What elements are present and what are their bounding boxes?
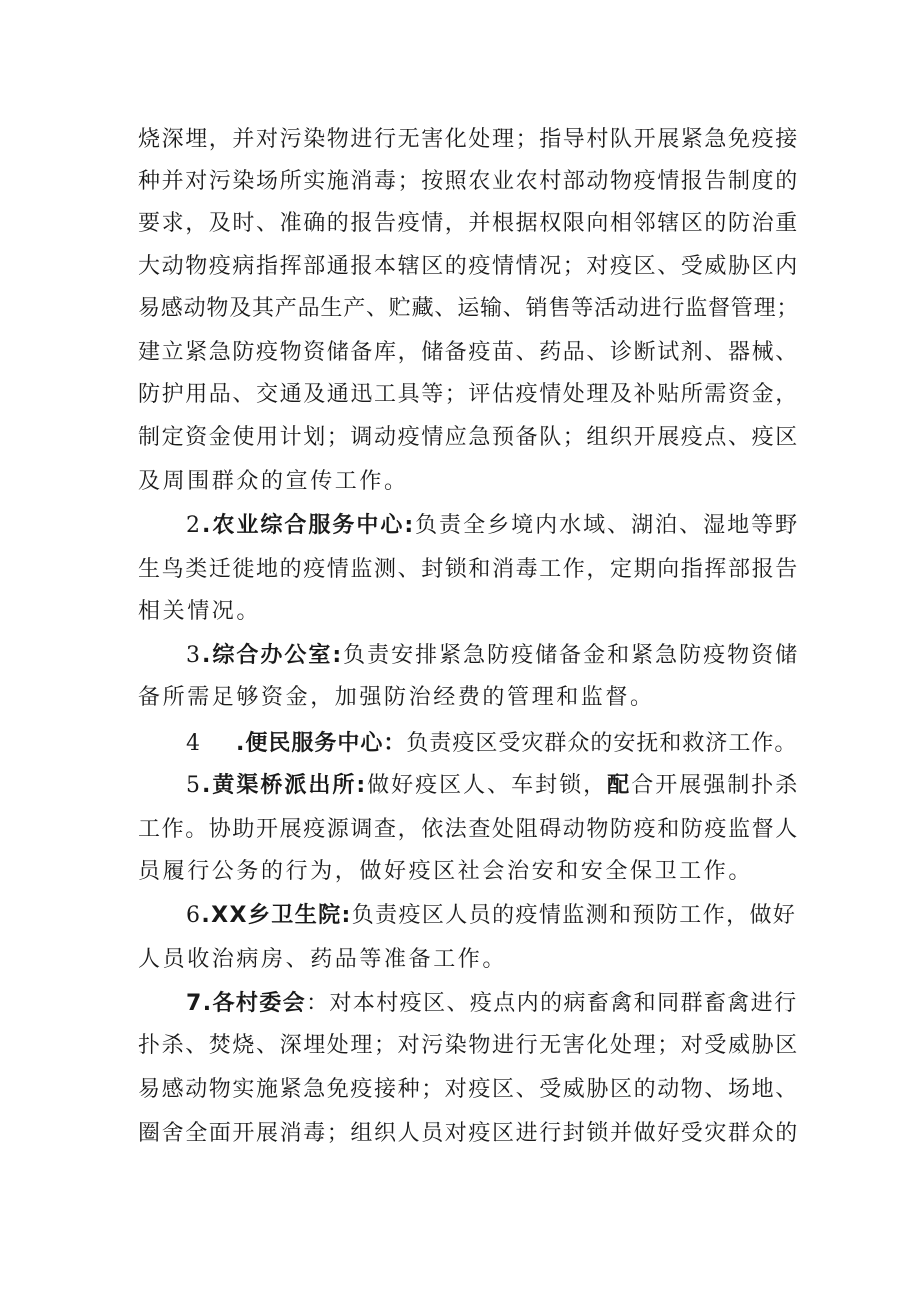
text-line: 要求，及时、准确的报告疫情，并根据权限向相邻辖区的防治重: [138, 211, 799, 236]
list-item-general-office: [186, 641, 798, 671]
item-heading: .农业综合服务中心:: [202, 513, 416, 538]
item-number: 4: [186, 731, 201, 756]
item-heading: .便民服务中心：: [236, 731, 407, 756]
item-number: 3: [186, 643, 202, 668]
text-line: 建立紧急防疫物资储备库，储备疫苗、药品、诊断试剂、器械、: [138, 340, 799, 365]
list-item-service-center: [186, 729, 798, 759]
item-text: 负责安排紧急防疫储备金和紧急防疫物资储: [343, 643, 800, 668]
list-item-police-station: [186, 771, 798, 801]
list-item-agri-center: [186, 511, 798, 541]
text-line: 工作。协助开展疫源调查，依法查处阻碍动物防疫和防疫监督人: [138, 817, 799, 842]
text-line: 种并对污染场所实施消毒；按照农业农村部动物疫情报告制度的: [138, 169, 799, 194]
text-line: 大动物疫病指挥部通报本辖区的疫情情况；对疫区、受威胁区内: [138, 254, 799, 279]
text-line: 防护用品、交通及通迅工具等；评估疫情处理及补贴所需资金，: [138, 382, 799, 407]
item-text: 做好疫区人、车封锁，: [367, 773, 608, 798]
item-heading: .综合办公室:: [202, 643, 344, 668]
text-line: 及周围群众的宣传工作。: [138, 469, 409, 494]
item-number: 2: [186, 513, 202, 538]
item-text: ：对本村疫区、疫点内的病畜禽和同群畜禽进行: [306, 991, 798, 1016]
item-number: 6: [186, 903, 202, 928]
item-text: 负责疫区受灾群众的安抚和救济工作。: [406, 731, 798, 756]
text-line: 相关情况。: [138, 599, 262, 624]
text-line: 易感动物及其产品生产、贮藏、运输、销售等活动进行监督管理；: [138, 296, 800, 321]
text-line: 人员收治病房、药品等准备工作。: [138, 947, 508, 972]
text-line: 制定资金使用计划；调动疫情应急预备队；组织开展疫点、疫区: [138, 425, 799, 450]
text-line: 烧深埋，并对污染物进行无害化处理；指导村队开展紧急免疫接: [138, 127, 799, 152]
text-line: 易感动物实施紧急免疫接种；对疫区、受威胁区的动物、场地、: [138, 1077, 799, 1102]
item-text-bold: 配: [607, 773, 632, 798]
text-line: 备所需足够资金，加强防治经费的管理和监督。: [138, 685, 655, 710]
item-text: 合开展强制扑杀: [631, 773, 800, 798]
item-heading: 各村委会: [212, 991, 307, 1016]
text-line: 生鸟类迁徙地的疫情监测、封锁和消毒工作，定期向指挥部报告: [138, 557, 799, 582]
item-number: 7.: [186, 991, 213, 1016]
text-line: 扑杀、焚烧、深埋处理；对污染物进行无害化处理；对受威胁区: [138, 1033, 799, 1058]
list-item-village-committees: [186, 989, 798, 1019]
text-line: 员履行公务的行为，做好疫区社会治安和安全保卫工作。: [138, 859, 754, 884]
item-text: 负责疫区人员的疫情监测和预防工作，做好: [351, 903, 797, 928]
text-line: 圈舍全面开展消毒；组织人员对疫区进行封锁并做好受灾群众的: [138, 1121, 799, 1146]
list-item-health-center: [186, 901, 798, 931]
item-number: 5: [186, 773, 202, 798]
item-text: 负责全乡境内水域、湖泊、湿地等野: [415, 513, 800, 538]
item-heading: .XX乡卫生院:: [201, 903, 352, 928]
item-heading: .黄渠桥派出所:: [202, 773, 368, 798]
